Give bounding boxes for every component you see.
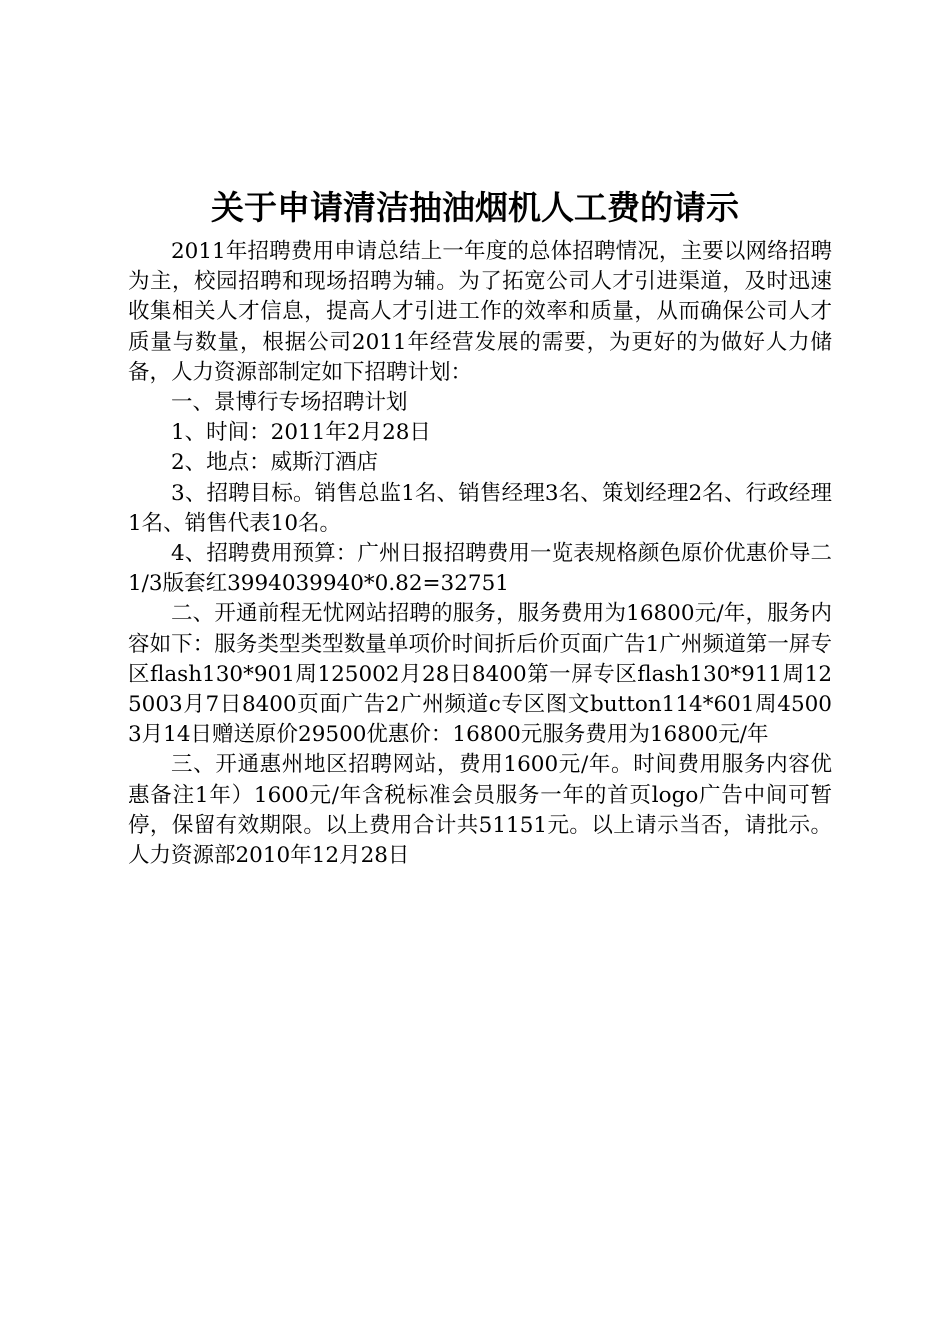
document-title: 关于申请清洁抽油烟机人工费的请示 (211, 188, 739, 227)
paragraph-budget: 4、招聘费用预算：广州日报招聘费用一览表规格颜色原价优惠价导二1/3版套红3994039940*0.82=32751 (128, 541, 832, 597)
paragraph-recruit-targets: 3、招聘目标。销售总监1名、销售经理3名、策划经理2名、行政经理1名、销售代表10名。 (128, 480, 833, 536)
paragraph-intro: 2011年招聘费用申请总结上一年度的总体招聘情况，主要以网络招聘为主，校园招聘和现场招聘为辅。为了拓宽公司人才引进渠道，及时迅速收集相关人才信息，提高人才引进工作的效率和质量，从而确保公司人才质量与数量，根据公司2011年经营发展的需要，为更好的为做好人力储备，人力资源部制定如下招聘计划： (128, 239, 832, 385)
paragraph-time: 1、时间：2011年2月28日 (171, 420, 431, 446)
paragraph-location: 2、地点：威斯汀酒店 (171, 450, 379, 476)
document-body (128, 237, 832, 871)
paragraph-section-3: 三、开通惠州地区招聘网站，费用1600元/年。时间费用服务内容优惠备注1年）1600元/年含税标准会员服务一年的首页logo广告中间可暂停，保留有效期限。以上费用合计共51151元。以上请示当否，请批示。人力资源部2010年12月28日 (128, 752, 832, 869)
paragraph-section-2: 二、开通前程无忧网站招聘的服务，服务费用为16800元/年，服务内容如下：服务类型类型数量单项价时间折后价页面广告1广州频道第一屏专区flash130*901周125002月28日8400第一屏专区flash130*911周125003月7日8400页面广告2广州频道c专区图文button114*601周45003月14日赠送原价29500优惠价：16800元服务费用为16800元/年 (128, 601, 832, 748)
paragraph-section-1-heading: 一、景博行专场招聘计划 (171, 390, 408, 416)
